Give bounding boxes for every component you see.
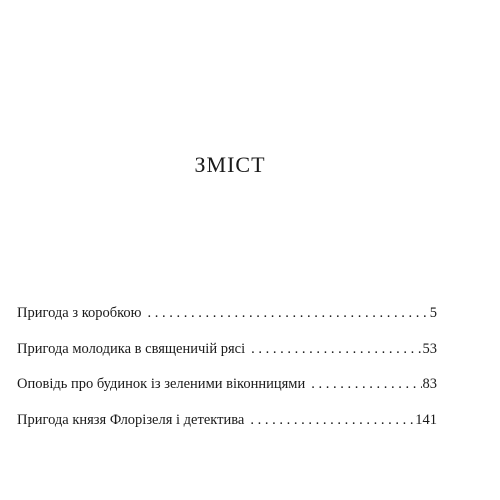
toc-dot-leader — [251, 341, 421, 358]
toc-entry-label: Пригода молодика в священичій рясі — [17, 340, 246, 357]
toc-entry — [17, 341, 437, 377]
toc-entry-label: Оповідь про будинок із зеленими віконницями — [17, 376, 306, 392]
page-title: ЗМІСТ — [194, 152, 266, 177]
toc-entry-label: Пригода з коробкою — [17, 305, 142, 321]
toc-entry-label: Пригода князя Флорізеля і детектива — [17, 411, 245, 428]
table-of-contents — [17, 305, 437, 447]
toc-entry-page: 141 — [415, 411, 437, 428]
toc-entry-page: 83 — [422, 376, 437, 392]
toc-entry-page: 53 — [422, 340, 437, 357]
toc-entry — [17, 376, 437, 412]
toc-entry — [17, 412, 437, 448]
toc-dot-leader — [148, 305, 429, 322]
toc-dot-leader — [250, 412, 414, 429]
toc-entry — [17, 305, 437, 341]
toc-dot-leader — [311, 376, 421, 393]
toc-entry-page: 5 — [429, 305, 437, 321]
